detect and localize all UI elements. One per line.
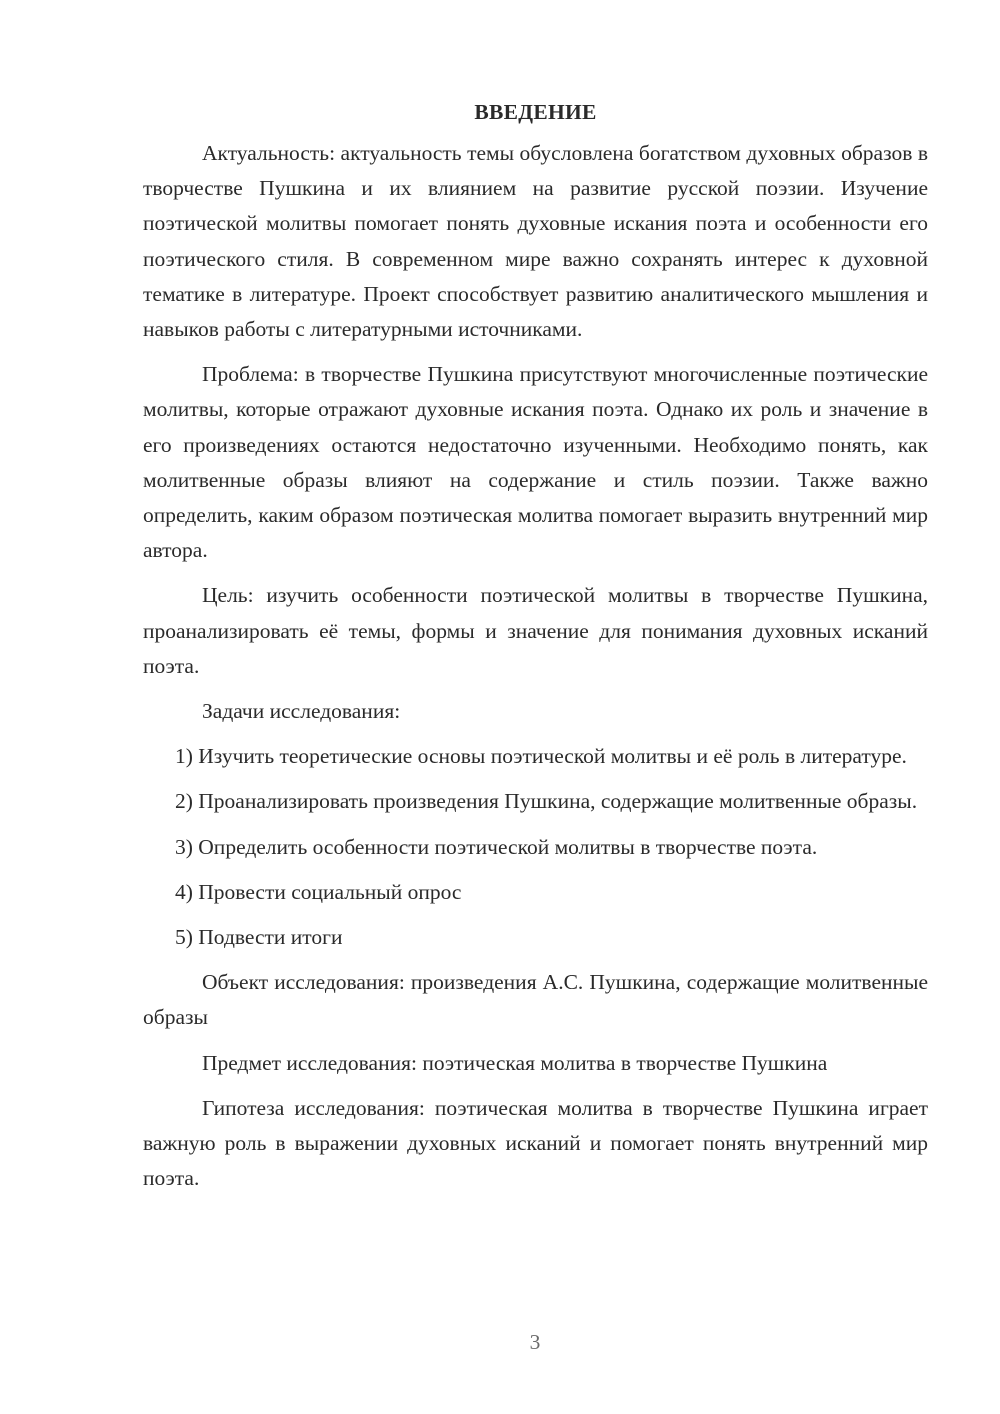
paragraph-object: Объект исследования: произведения А.С. Пушкина, содержащие молитвенные образы — [143, 970, 928, 1030]
task-item: 2) Проанализировать произведения Пушкина, содержащие молитвенные образы. — [175, 789, 918, 814]
paragraph-goal: Цель: изучить особенности поэтической молитвы в творчестве Пушкина, проанализировать её темы, формы и значение для понимания духовных исканий поэта. — [143, 583, 928, 678]
paragraph-tasks-heading: Задачи исследования: — [202, 699, 401, 724]
page-number: 3 — [529, 1330, 541, 1354]
task-item: 1) Изучить теоретические основы поэтической молитвы и её роль в литературе. — [175, 744, 907, 769]
paragraph-subject: Предмет исследования: поэтическая молитва в творчестве Пушкина — [202, 1050, 828, 1075]
task-item: 4) Провести социальный опрос — [175, 879, 462, 904]
page-content — [143, 96, 928, 1206]
paragraph-relevance: Актуальность: актуальность темы обусловлена богатством духовных образов в творчестве Пушкина и их влиянием на развитие русской поэзии. Изучение поэтической молитвы помогает понять духовные искания поэта и особенности его поэтического стиля. В современном мире важно сохранять интерес к духовной тематике в литературе. Проект способствует развитию аналитического мышления и навыков работы с литературными источниками. — [143, 141, 928, 342]
page-title: ВВЕДЕНИЕ — [474, 100, 597, 124]
paragraph-hypothesis: Гипотеза исследования: поэтическая молитва в творчестве Пушкина играет важную роль в выражении духовных исканий и помогает понять внутренний мир поэта. — [143, 1095, 928, 1191]
task-item: 5) Подвести итоги — [175, 925, 343, 950]
paragraph-problem: Проблема: в творчестве Пушкина присутствуют многочисленные поэтические молитвы, которые отражают духовные искания поэта. Однако их роль и значение в его произведениях остаются недостаточно изученными. Необходимо понять, как молитвенные образы влияют на содержание и стиль поэзии. Также важно определить, каким образом поэтическая молитва помогает выразить внутренний мир автора. — [143, 362, 928, 563]
task-item: 3) Определить особенности поэтической молитвы в творчестве поэта. — [175, 834, 818, 859]
